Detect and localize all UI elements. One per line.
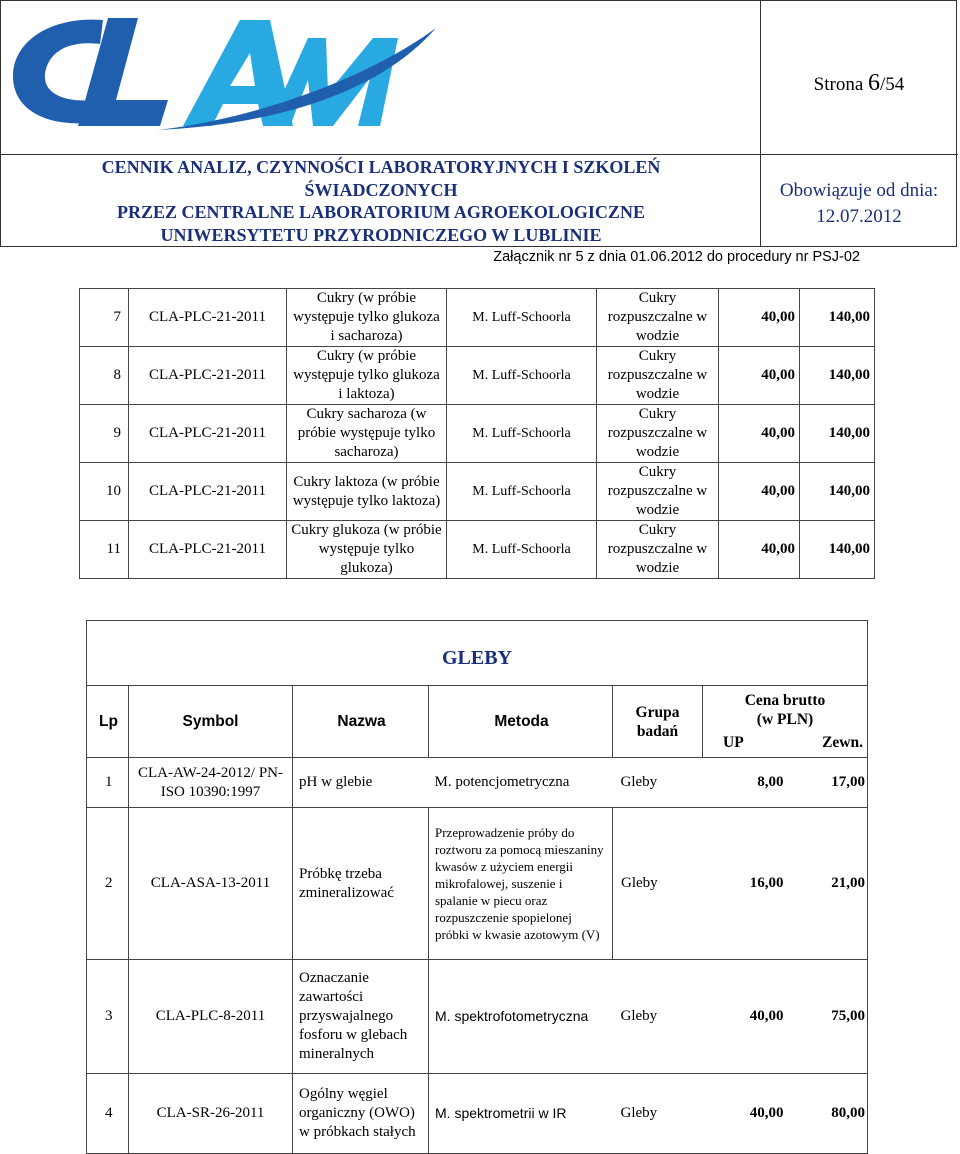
page-header	[0, 0, 960, 250]
sugars-table	[79, 288, 875, 579]
cell-price-zewn: 80,00	[798, 1074, 868, 1154]
cell-price-up: 40,00	[719, 405, 800, 463]
header-price-sub	[703, 729, 867, 752]
cell-name: Cukry sacharoza (w próbie występuje tylko sacharoza)	[287, 405, 447, 463]
gleby-table	[86, 620, 868, 1154]
header-method: Metoda	[429, 686, 613, 758]
cell-group: Cukry rozpuszczalne w wodzie	[597, 521, 719, 579]
cell-name: Oznaczanie zawartości przyswajalnego fosforu w glebach mineralnych	[293, 960, 429, 1074]
cell-price-up: 40,00	[719, 521, 800, 579]
header-price-label: Cena brutto (w PLN)	[744, 692, 826, 728]
valid-from	[762, 178, 956, 230]
table-row	[87, 808, 868, 960]
header-group: Grupa badań	[613, 686, 703, 758]
header-column-divider	[760, 0, 761, 247]
header-lp: Lp	[87, 686, 129, 758]
cell-group: Cukry rozpuszczalne w wodzie	[597, 347, 719, 405]
cell-group: Gleby	[613, 758, 703, 808]
table-row	[87, 1074, 868, 1154]
cell-lp: 1	[87, 758, 129, 808]
valid-date: 12.07.2012	[816, 206, 902, 227]
cell-price-up: 16,00	[703, 808, 798, 960]
title-line: CENNIK ANALIZ, CZYNNOŚCI LABORATORYJNYCH I SZKOLEŃ	[101, 157, 661, 177]
cell-symbol: CLA-PLC-21-2011	[129, 347, 287, 405]
cell-price-zewn: 21,00	[798, 808, 868, 960]
cell-price-up: 40,00	[703, 1074, 798, 1154]
cell-method: M. Luff-Schoorla	[447, 521, 597, 579]
page-number	[762, 70, 956, 97]
page-prefix: Strona	[813, 74, 869, 95]
table-row	[80, 463, 875, 521]
cell-name: Cukry (w próbie występuje tylko glukoza i laktoza)	[287, 347, 447, 405]
header-divider	[0, 154, 958, 155]
cell-name: Ogólny węgiel organiczny (OWO) w próbkach stałych	[293, 1074, 429, 1154]
cell-method: M. Luff-Schoorla	[447, 347, 597, 405]
cell-method: M. spektrofotometryczna	[429, 960, 613, 1074]
cell-group: Gleby	[613, 808, 703, 960]
cell-price-up: 8,00	[703, 758, 798, 808]
header-symbol: Symbol	[129, 686, 293, 758]
cell-lp: 3	[87, 960, 129, 1074]
cell-price-up: 40,00	[719, 289, 800, 347]
annex-note: Załącznik nr 5 z dnia 01.06.2012 do procedury nr PSJ-02	[493, 249, 860, 265]
cell-name: pH w glebie	[293, 758, 429, 808]
cell-method: M. Luff-Schoorla	[447, 463, 597, 521]
cell-lp: 8	[80, 347, 129, 405]
cell-group: Cukry rozpuszczalne w wodzie	[597, 289, 719, 347]
document-title	[4, 156, 758, 246]
cla-logo	[8, 8, 438, 133]
cell-price-up: 40,00	[719, 347, 800, 405]
cell-price-zewn: 140,00	[800, 405, 875, 463]
title-line: ŚWIADCZONYCH	[304, 179, 458, 200]
header-price	[703, 686, 868, 758]
cell-group: Cukry rozpuszczalne w wodzie	[597, 463, 719, 521]
cell-symbol: CLA-PLC-21-2011	[129, 521, 287, 579]
cell-symbol: CLA-PLC-21-2011	[129, 289, 287, 347]
cell-group: Gleby	[613, 960, 703, 1074]
cell-name: Cukry glukoza (w próbie występuje tylko glukoza)	[287, 521, 447, 579]
table-row	[80, 405, 875, 463]
table-row	[80, 521, 875, 579]
cell-price-zewn: 75,00	[798, 960, 868, 1074]
cell-symbol: CLA-AW-24-2012/ PN-ISO 10390:1997	[129, 758, 293, 808]
cell-group: Cukry rozpuszczalne w wodzie	[597, 405, 719, 463]
cell-method: Przeprowadzenie próby do roztworu za pomocą mieszaniny kwasów z użyciem energii mikrofalowej, suszenie i spalanie w piecu oraz rozpuszczenie spopielonej próbki w kwasie azotowym (V)	[429, 808, 613, 960]
cell-price-zewn: 17,00	[798, 758, 868, 808]
cell-price-up: 40,00	[703, 960, 798, 1074]
cell-lp: 4	[87, 1074, 129, 1154]
page-current: 6	[868, 70, 881, 96]
section-title-row	[87, 621, 868, 686]
title-line: PRZEZ CENTRALNE LABORATORIUM AGROEKOLOGICZNE	[117, 202, 645, 222]
valid-label: Obowiązuje od dnia:	[779, 180, 939, 201]
cell-price-zewn: 140,00	[800, 289, 875, 347]
cell-lp: 2	[87, 808, 129, 960]
cell-symbol: CLA-ASA-13-2011	[129, 808, 293, 960]
table-row	[87, 960, 868, 1074]
cell-name: Cukry laktoza (w próbie występuje tylko laktoza)	[287, 463, 447, 521]
header-row	[87, 686, 868, 758]
cell-name: Cukry (w próbie występuje tylko glukoza i sacharoza)	[287, 289, 447, 347]
table-row	[80, 347, 875, 405]
cell-symbol: CLA-SR-26-2011	[129, 1074, 293, 1154]
cell-price-up: 40,00	[719, 463, 800, 521]
section-title: GLEBY	[87, 621, 868, 686]
cell-price-zewn: 140,00	[800, 521, 875, 579]
cell-name: Próbkę trzeba zmineralizować	[293, 808, 429, 960]
header-name: Nazwa	[293, 686, 429, 758]
cell-symbol: CLA-PLC-21-2011	[129, 463, 287, 521]
cell-lp: 7	[80, 289, 129, 347]
table-row	[87, 758, 868, 808]
cell-lp: 11	[80, 521, 129, 579]
title-line: UNIWERSYTETU PRZYRODNICZEGO W LUBLINIE	[160, 224, 602, 245]
page-total: /54	[880, 74, 905, 95]
cell-method: M. Luff-Schoorla	[447, 289, 597, 347]
cell-symbol: CLA-PLC-8-2011	[129, 960, 293, 1074]
cell-price-zewn: 140,00	[800, 347, 875, 405]
header-zewn: Zewn.	[822, 734, 863, 751]
cell-price-zewn: 140,00	[800, 463, 875, 521]
cell-lp: 10	[80, 463, 129, 521]
cell-lp: 9	[80, 405, 129, 463]
cell-symbol: CLA-PLC-21-2011	[129, 405, 287, 463]
table-row	[80, 289, 875, 347]
cell-method: M. spektrometrii w IR	[429, 1074, 613, 1154]
cell-method: M. potencjometryczna	[429, 758, 613, 808]
cell-group: Gleby	[613, 1074, 703, 1154]
cell-method: M. Luff-Schoorla	[447, 405, 597, 463]
header-up: UP	[723, 734, 744, 751]
